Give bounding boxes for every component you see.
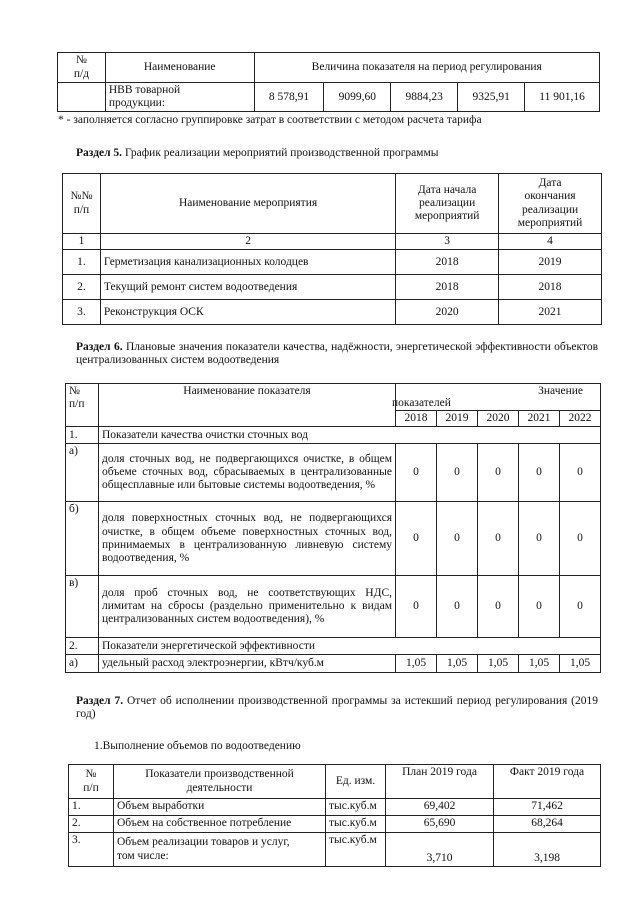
row-name: НВВ товарной продукции: [105, 83, 254, 112]
year-header: 2019 [437, 411, 478, 427]
row-name: Герметизация канализационных колодцев [100, 250, 395, 275]
section7-subtitle: 1.Выполнение объемов по водоотведению [94, 740, 301, 752]
indicators-label: показателей [392, 396, 451, 409]
index-cell: 1 [63, 234, 101, 250]
section6-caption: Плановые значения показатели качества, надёжности, энергетической эффективности объектов централизованных систем водоотведения [76, 341, 598, 367]
index-cell: 4 [499, 234, 602, 250]
row-fact: 71,462 [494, 799, 601, 816]
nvv-table [57, 52, 600, 112]
table-row [63, 275, 602, 300]
row-start: 2020 [396, 300, 499, 325]
row-name: Объем выработки [114, 799, 326, 816]
value-cell: 0 [478, 444, 519, 502]
section5-title [76, 147, 438, 160]
value-cell: 0 [560, 502, 601, 576]
row-plan: 3,710 [386, 833, 494, 867]
header-name: Наименование [105, 53, 254, 83]
value-cell: 0 [519, 576, 560, 638]
row-num: 1. [69, 799, 114, 816]
group-num: 1. [66, 427, 99, 444]
report-table [68, 764, 601, 867]
header-start: Дата начала реализации мероприятий [396, 174, 499, 234]
section7-label: Раздел 7. [76, 695, 124, 707]
index-cell: 2 [100, 234, 395, 250]
row-unit: тыс.куб.м [326, 799, 386, 816]
value-cell: 0 [478, 502, 519, 576]
value-cell: 0 [560, 444, 601, 502]
table-row [66, 655, 601, 673]
row-num: б) [66, 502, 99, 576]
header-name: Наименование мероприятия [100, 174, 395, 234]
row-num: а) [66, 655, 99, 673]
year-header: 2018 [396, 411, 437, 427]
group-label: Показатели энергетической эффективности [99, 638, 601, 655]
row-num: 3. [63, 300, 101, 325]
table-row [69, 799, 601, 816]
section6-label: Раздел 6. [76, 341, 123, 353]
table-row [63, 250, 602, 275]
index-cell: 3 [396, 234, 499, 250]
value-cell: 11 901,16 [525, 83, 600, 112]
section7-caption: Отчет об исполнении производственной программы за истекший период регулирования (2019 год) [76, 695, 598, 721]
header-num: № п/д [58, 53, 106, 83]
row-text: доля проб сточных вод, не соответствующих НДС, лимитам на сбросы (раздельно применительно к видам централизованных систем водоотведения), % [99, 576, 396, 638]
value-cell: 0 [396, 502, 437, 576]
value-cell: 0 [437, 502, 478, 576]
header-num: №№ п/п [63, 174, 101, 234]
row-plan: 69,402 [386, 799, 494, 816]
header-plan: План 2019 года [386, 765, 494, 799]
row-name: Объем реализации товаров и услуг, том числе: [114, 833, 326, 867]
group-num: 2. [66, 638, 99, 655]
value-cell: 0 [560, 576, 601, 638]
value-cell: 9884,23 [391, 83, 458, 112]
table-row [69, 816, 601, 833]
value-cell: 0 [519, 444, 560, 502]
row-name: Реконструкция ОСК [100, 300, 395, 325]
table-row [66, 502, 601, 576]
empty-cell [58, 83, 106, 112]
row-end: 2021 [499, 300, 602, 325]
header-unit: Ед. изм. [326, 765, 386, 799]
value-label: Значение [538, 385, 584, 397]
header-end: Дата окончания реализации мероприятий [499, 174, 602, 234]
row-unit: тыс.куб.м [326, 816, 386, 833]
row-num: 1. [63, 250, 101, 275]
section5-label: Раздел 5. [76, 147, 123, 159]
table-row [66, 444, 601, 502]
row-num: 3. [69, 833, 114, 867]
header-num: № п/п [66, 384, 99, 427]
row-start: 2018 [396, 275, 499, 300]
row-end: 2019 [499, 250, 602, 275]
row-num: 2. [69, 816, 114, 833]
value-cell: 1,05 [519, 655, 560, 673]
row-text: доля сточных вод, не подвергающихся очистке, в общем объеме сточных вод, сбрасываемых в централизованные общесплавные или бытовые системы водоотведения, % [99, 444, 396, 502]
row-start: 2018 [396, 250, 499, 275]
value-cell: 9099,60 [324, 83, 391, 112]
row-num: в) [66, 576, 99, 638]
header-value: Величина показателя на период регулирования [254, 53, 599, 83]
footnote: * - заполняется согласно группировке затрат в соответствии с методом расчета тарифа [58, 114, 482, 126]
schedule-table [62, 173, 602, 325]
group-label: Показатели качества очистки сточных вод [99, 427, 601, 444]
row-text: удельный расход электроэнергии, кВтч/куб.м [99, 655, 396, 673]
value-cell: 1,05 [478, 655, 519, 673]
header-name: Показатели производственной деятельности [114, 765, 326, 799]
row-fact: 68,264 [494, 816, 601, 833]
row-end: 2018 [499, 275, 602, 300]
header-name: Наименование показателя [99, 384, 396, 427]
year-header: 2022 [560, 411, 601, 427]
value-cell: 8 578,91 [254, 83, 324, 112]
value-cell: 9325,91 [458, 83, 525, 112]
header-fact: Факт 2019 года [494, 765, 601, 799]
row-plan: 65,690 [386, 816, 494, 833]
value-cell: 0 [396, 576, 437, 638]
row-name: Объем на собственное потребление [114, 816, 326, 833]
header-value [392, 384, 601, 411]
section5-caption: График реализации мероприятий производственной программы [122, 147, 439, 159]
year-header: 2020 [478, 411, 519, 427]
header-num: № п/п [69, 765, 114, 799]
row-name: Текущий ремонт систем водоотведения [100, 275, 395, 300]
indicators-table [65, 383, 601, 673]
table-row [66, 576, 601, 638]
value-cell: 0 [437, 576, 478, 638]
table-row [69, 833, 601, 867]
value-cell: 1,05 [437, 655, 478, 673]
value-cell: 0 [437, 444, 478, 502]
table-row [63, 300, 602, 325]
section7-title [76, 695, 598, 721]
year-header: 2021 [519, 411, 560, 427]
row-unit: тыс.куб.м [326, 833, 386, 867]
value-cell: 0 [478, 576, 519, 638]
value-cell: 0 [519, 502, 560, 576]
row-num: а) [66, 444, 99, 502]
value-cell: 1,05 [396, 655, 437, 673]
row-num: 2. [63, 275, 101, 300]
row-text: доля поверхностных сточных вод, не подвергающихся очистке, в общем объеме поверхностных сточных вод, принимаемых в централизованную ливневую систему водоотведения, % [99, 502, 396, 576]
value-cell: 0 [396, 444, 437, 502]
value-cell: 1,05 [560, 655, 601, 673]
row-fact: 3,198 [494, 833, 601, 867]
section6-title [76, 341, 598, 367]
